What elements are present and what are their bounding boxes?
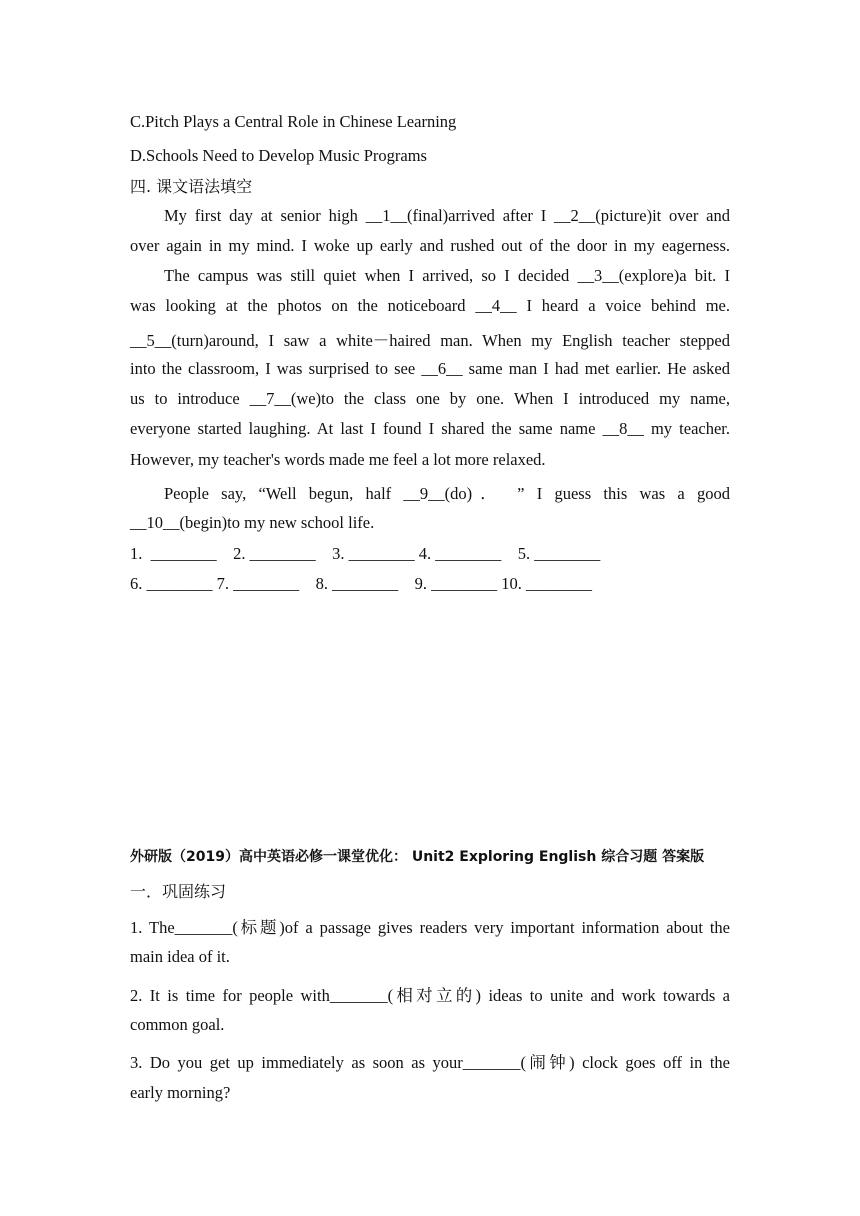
- passage-line: The campus was still quiet when I arrived, so I decided __3__(explore)a bit. I: [164, 266, 730, 285]
- answer-blanks-row-2: 6. ________ 7. ________ 8. ________ 9. ________ 10. ________: [130, 574, 592, 593]
- passage-line: __10__(begin)to my new school life.: [130, 513, 375, 532]
- answer-blanks-row-1: 1. ________ 2. ________ 3. ________ 4. ________ 5. ________: [130, 544, 601, 563]
- passage-line: My first day at senior high __1__(final)arrived after I __2__(picture)it over and: [164, 206, 730, 225]
- passage-line: over again in my mind. I woke up early and rushed out of the door in my eagerness.: [130, 236, 730, 255]
- option-c: C.Pitch Plays a Central Role in Chinese Learning: [130, 112, 457, 131]
- passage-line: into the classroom, I was surprised to see __6__ same man I had met earlier. He asked: [130, 359, 730, 378]
- question-3-line-2: early morning?: [130, 1083, 231, 1102]
- answer-section-title: 外研版（2019）高中英语必修一课堂优化： Unit2 Exploring English 综合习题 答案版: [130, 849, 705, 865]
- passage-line: __5__(turn)around, I saw a white－haired man. When my English teacher stepped: [130, 331, 730, 350]
- passage-line: us to introduce __7__(we)to the class one by one. When I introduced my name,: [130, 389, 730, 408]
- question-1-line-1: 1. The_______(标题)of a passage gives readers very important information about the: [130, 918, 730, 937]
- section-heading: 四. 课文语法填空: [130, 177, 253, 196]
- question-2-line-1: 2. It is time for people with_______(相对立的) ideas to unite and work towards a: [130, 986, 730, 1005]
- option-d: D.Schools Need to Develop Music Programs: [130, 146, 427, 165]
- answer-subheading: 一．巩固练习: [130, 882, 227, 901]
- question-1-line-2: main idea of it.: [130, 947, 230, 966]
- question-3-line-1: 3. Do you get up immediately as soon as your_______(闹钟) clock goes off in the: [130, 1053, 730, 1072]
- question-2-line-2: common goal.: [130, 1015, 225, 1034]
- passage-line: People say, “Well begun, half __9__(do)． ” I guess this was a good: [164, 484, 730, 503]
- passage-line: However, my teacher's words made me feel a lot more relaxed.: [130, 450, 546, 469]
- passage-line: was looking at the photos on the noticeboard __4__ I heard a voice behind me.: [130, 296, 730, 315]
- passage-line: everyone started laughing. At last I found I shared the same name __8__ my teacher.: [130, 419, 730, 438]
